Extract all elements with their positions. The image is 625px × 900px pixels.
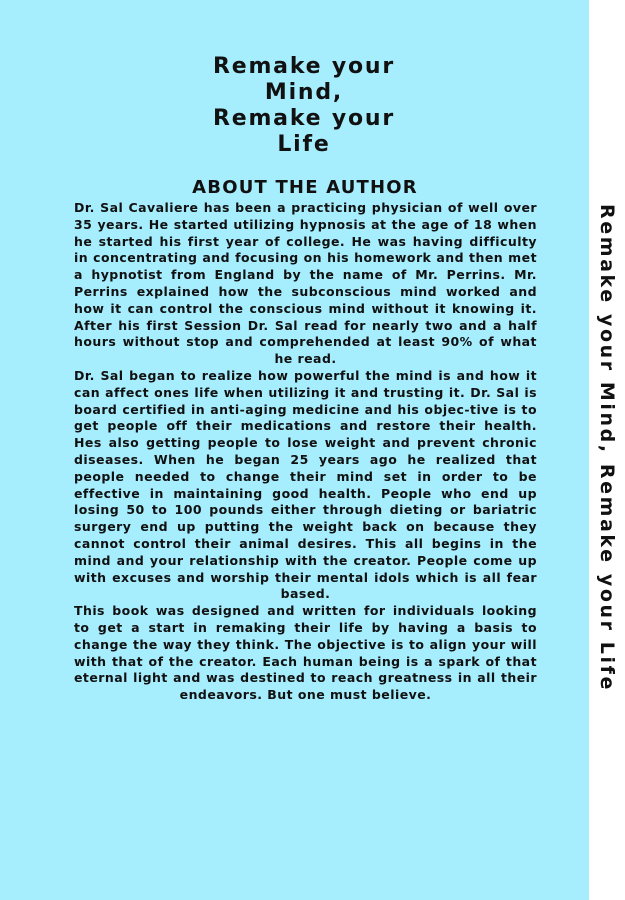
book-title-line: Remake your (212, 54, 396, 79)
book-title-line: Life (277, 132, 331, 157)
about-author-heading: ABOUT THE AUTHOR (192, 177, 418, 198)
about-author-text (74, 200, 537, 704)
spine-title: Remake your Mind, Remake your Life (596, 204, 618, 692)
about-author-paragraph: Dr. Sal began to realize how powerful the mind is and how it can affect ones life when utilizing it and trusting it. Dr. Sal is board certified in anti-aging medicine and his objec-tive is to get people off their medications and restore their health. Hes also getting people to lose weight and prevent chronic diseases. When he began 25 years ago he realized that people needed to change their mind set in order to be effective in maintaining good health. People who end up losing 50 to 100 pounds either through dieting or bariatric surgery end up putting the weight back on because they cannot control their animal desires. This all begins in the mind and your relationship with the creator. People come up with excuses and worship their mental idols which is all fear based. (74, 367, 537, 602)
about-author-paragraph: Dr. Sal Cavaliere has been a practicing physician of well over 35 years. He started utilizing hypnosis at the age of 18 when he started his first year of college. He was having difficulty in concentrating and focusing on his homework and then met a hypnotist from England by the name of Mr. Perrins. Mr. Perrins explained how the subconscious mind worked and how it can control the conscious mind without it knowing it. After his first Session Dr. Sal read for nearly two and a half hours without stop and comprehended at least 90% of what he read. (74, 200, 537, 367)
book-spine (589, 0, 625, 900)
book-title (170, 54, 438, 158)
book-title-line: Remake your (212, 106, 396, 131)
book-title-line: Mind, (264, 80, 344, 105)
about-author-paragraph: This book was designed and written for individuals looking to get a start in remaking their life by having a basis to change the way they think. The objective is to align your will with that of the creator. Each human being is a spark of that eternal light and was destined to reach greatness in all their endeavors. But one must believe. (74, 603, 537, 703)
